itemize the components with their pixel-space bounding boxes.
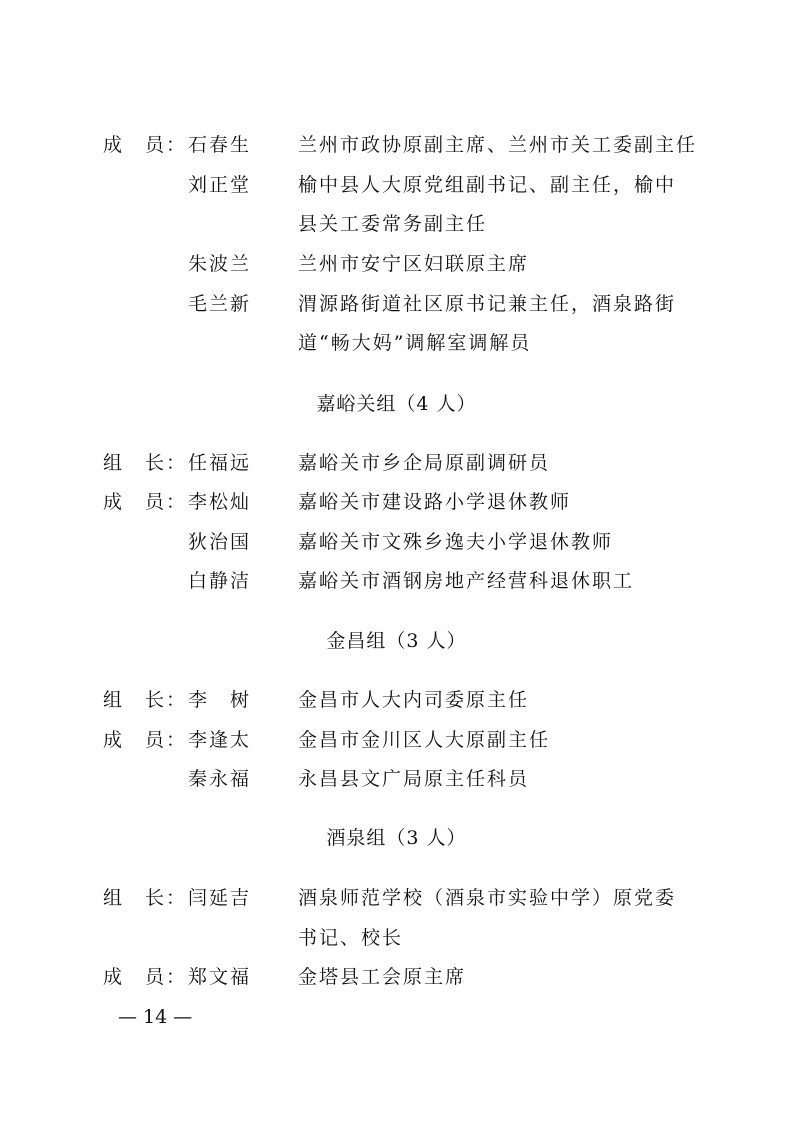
member-description: 兰州市安宁区妇联原主席 xyxy=(298,253,530,275)
leader-description: 金昌市人大内司委原主任 xyxy=(298,689,530,711)
member-description: 永昌县文广局原主任科员 xyxy=(298,768,530,790)
member-description: 嘉峪关市文殊乡逸夫小学退休教师 xyxy=(298,531,614,553)
member-role-label: 成 员： xyxy=(103,966,188,988)
member-description: 嘉峪关市酒钢房地产经营科退休职工 xyxy=(298,570,635,592)
member-description-continued: 县关工委常务副主任 xyxy=(298,213,488,235)
member-name: 石春生 xyxy=(188,134,252,156)
member-role-label: 成 员： xyxy=(103,134,188,156)
member-description: 兰州市政协原副主席、兰州市关工委副主任 xyxy=(298,134,698,156)
leader-role-label: 组 长： xyxy=(103,887,188,909)
member-name: 李松灿 xyxy=(188,491,252,513)
leader-name: 李 树 xyxy=(188,689,252,711)
page-number: — 14 — xyxy=(118,1006,193,1028)
member-description: 金昌市金川区人大原副主任 xyxy=(298,729,551,751)
leader-description: 酒泉师范学校（酒泉市实验中学）原党委 xyxy=(298,887,677,909)
group-title-jiayuguan: 嘉峪关组（4 人） xyxy=(316,393,477,415)
member-name: 毛兰新 xyxy=(188,293,252,315)
member-description: 渭源路街道社区原书记兼主任，酒泉路街 xyxy=(298,293,677,315)
member-name: 郑文福 xyxy=(188,966,252,988)
leader-role-label: 组 长： xyxy=(103,689,188,711)
group-title-jiuquan: 酒泉组（3 人） xyxy=(326,827,467,849)
member-name: 朱波兰 xyxy=(188,253,252,275)
member-role-label: 成 员： xyxy=(103,491,188,513)
member-name: 白静洁 xyxy=(188,570,252,592)
leader-description: 嘉峪关市乡企局原副调研员 xyxy=(298,452,551,474)
leader-role-label: 组 长： xyxy=(103,452,188,474)
member-name: 秦永福 xyxy=(188,768,252,790)
member-name: 狄治国 xyxy=(188,531,252,553)
leader-name: 闫延吉 xyxy=(188,887,252,909)
leader-name: 任福远 xyxy=(188,452,252,474)
member-description: 金塔县工会原主席 xyxy=(298,966,467,988)
group-title-jinchang: 金昌组（3 人） xyxy=(326,630,467,652)
member-description: 榆中县人大原党组副书记、副主任，榆中 xyxy=(298,174,677,196)
leader-description-continued: 书记、校长 xyxy=(298,927,404,949)
member-name: 刘正堂 xyxy=(188,174,252,196)
member-description-continued: 道“畅大妈”调解室调解员 xyxy=(298,332,532,354)
member-role-label: 成 员： xyxy=(103,729,188,751)
member-description: 嘉峪关市建设路小学退休教师 xyxy=(298,491,572,513)
member-name: 李逢太 xyxy=(188,729,252,751)
